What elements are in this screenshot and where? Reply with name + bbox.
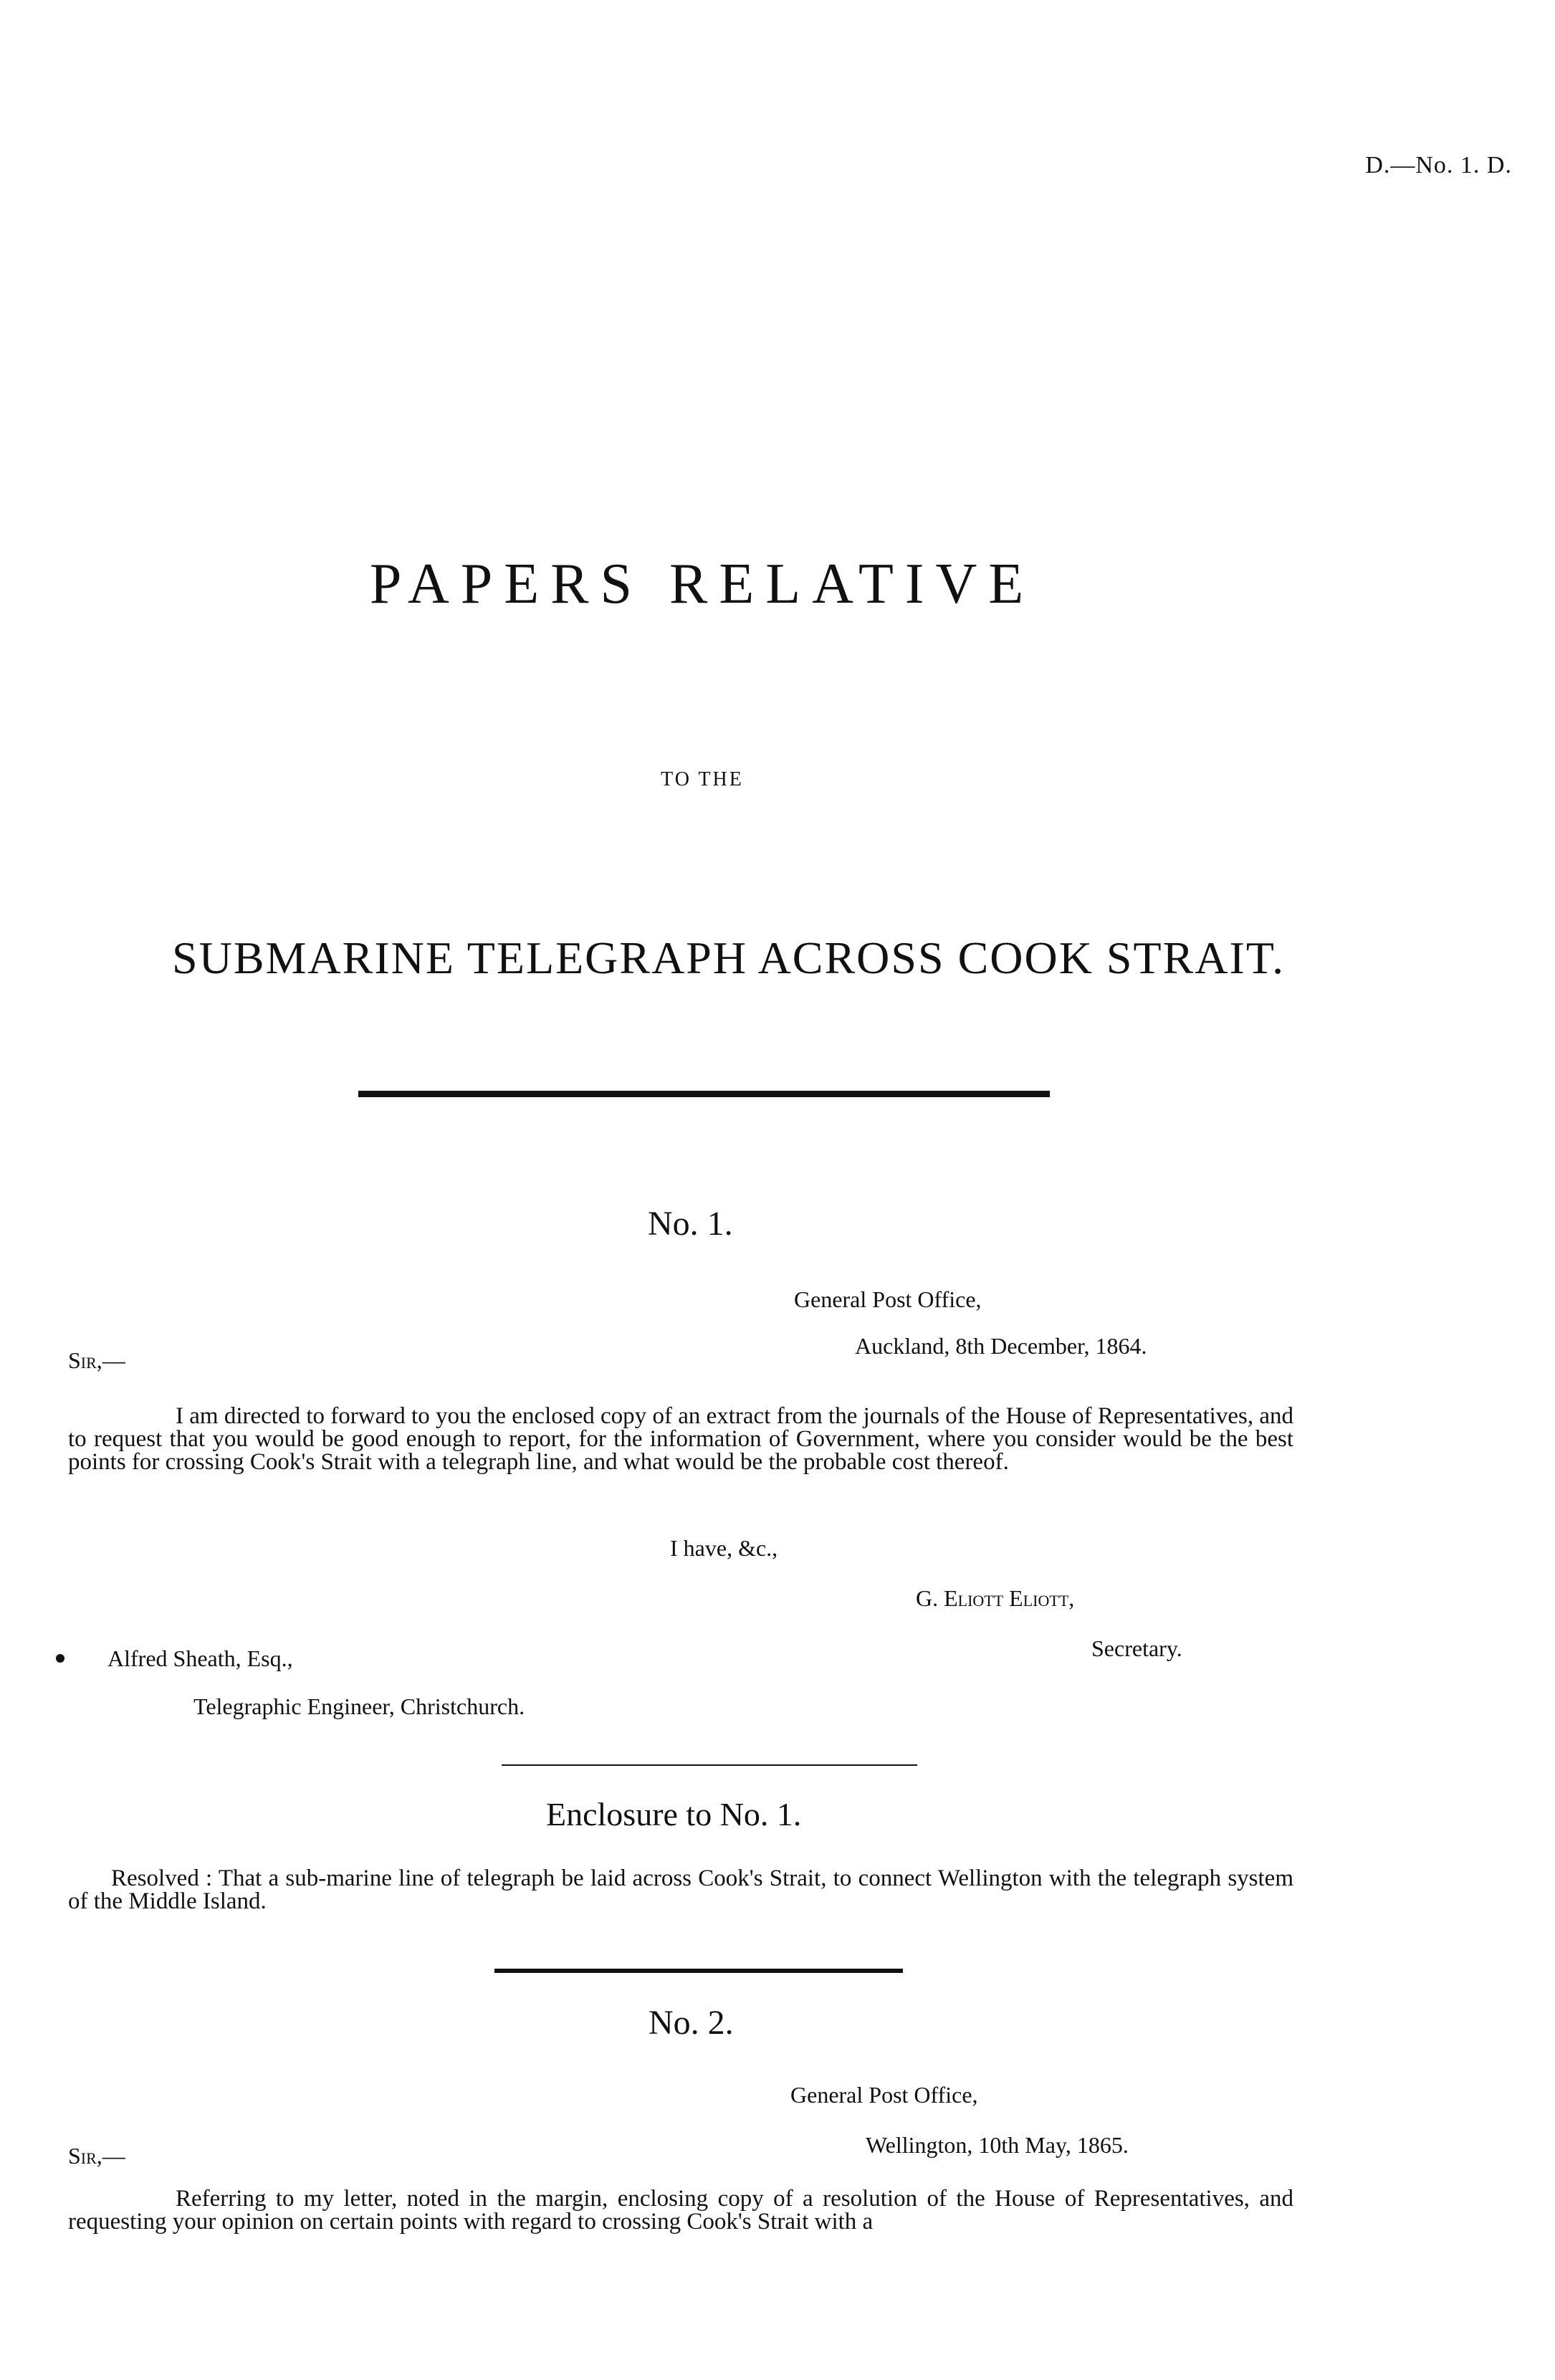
letter-1-closing: I have, &c.,	[670, 1535, 778, 1561]
letter-1-number: No. 1.	[648, 1205, 733, 1243]
title-line-1: PAPERS RELATIVE	[369, 553, 1035, 616]
letter-1-date: Auckland, 8th December, 1864.	[855, 1333, 1147, 1359]
letter-1-salutation: Sir,—	[68, 1347, 125, 1373]
title-line-3: SUBMARINE TELEGRAPH ACROSS COOK STRAIT.	[172, 932, 1286, 983]
enclosure-heading: Enclosure to No. 1.	[546, 1796, 802, 1832]
margin-mark	[56, 1654, 64, 1663]
letter-2-number: No. 2.	[649, 2004, 734, 2042]
letter-1-place: General Post Office,	[794, 1286, 982, 1312]
document-reference: D.—No. 1. D.	[1365, 152, 1512, 178]
addressee-name: Alfred Sheath, Esq.,	[107, 1645, 293, 1671]
title-rule	[358, 1091, 1050, 1097]
section-rule-1	[502, 1764, 917, 1766]
letter-2-date: Wellington, 10th May, 1865.	[866, 2132, 1129, 2158]
letter-2-salutation: Sir,—	[68, 2143, 125, 2169]
letter-1-signature: G. Eliott Eliott,	[916, 1585, 1075, 1611]
addressee-title: Telegraphic Engineer, Christchurch.	[193, 1693, 525, 1719]
letter-2-body: Referring to my letter, noted in the margin, enclosing copy of a resolution of the House of Representatives, and requesting your opinion on certain points with regard to crossing Cook's Strait with a	[68, 2186, 1293, 2235]
letter-1-body: I am directed to forward to you the enclosed copy of an extract from the journals of the House of Representatives, and to request that you would be good enough to report, for the information of Government, where you consider would be the best points for crossing Cook's Strait with a telegraph line, and what would be the probable cost thereof.	[68, 1403, 1293, 1475]
enclosure-body: Resolved : That a sub-marine line of telegraph be laid across Cook's Strait, to connect Wellington with the telegraph system of the Middle Island.	[68, 1865, 1293, 1914]
letter-2-place: General Post Office,	[790, 2082, 978, 2108]
title-line-2: TO THE	[661, 768, 744, 790]
letter-1-signature-title: Secretary.	[1091, 1635, 1182, 1661]
section-rule-2	[494, 1969, 903, 1973]
